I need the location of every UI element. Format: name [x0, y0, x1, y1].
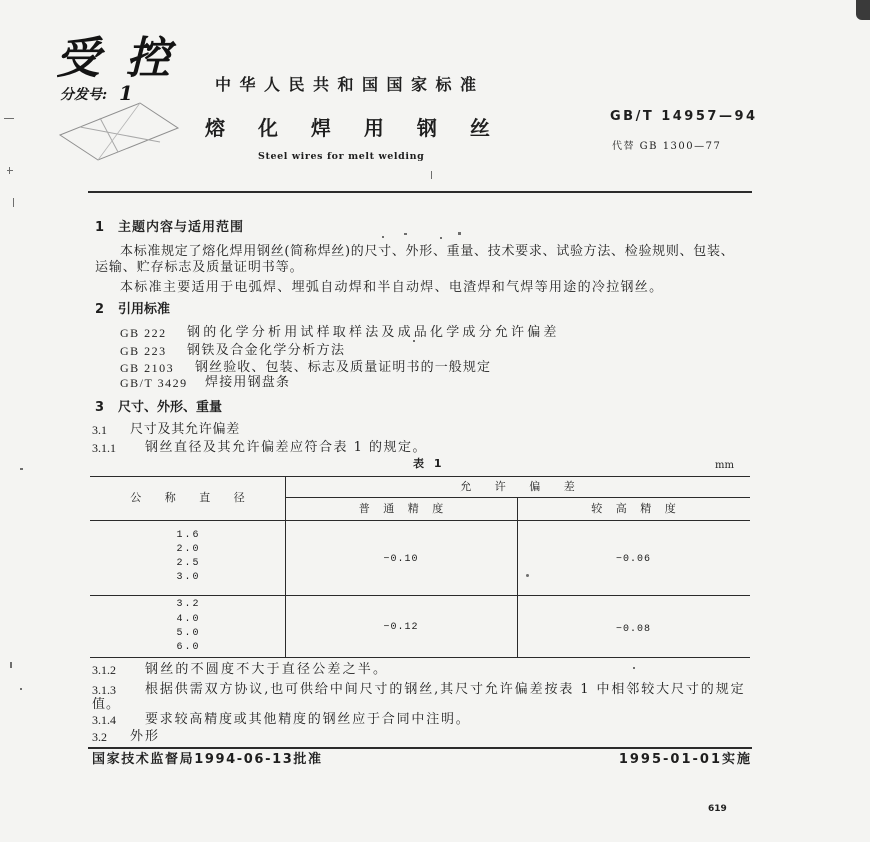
header-higher-precision: 较 高 精 度: [591, 502, 681, 515]
scan-speck: [4, 118, 14, 119]
table-cell-higher-tolerance: −0.06: [615, 554, 651, 565]
clause-number: 3.2: [92, 730, 107, 744]
replaces-standard: 代替 GB 1300—77: [612, 141, 722, 152]
clause-number: 3.1.1: [92, 441, 116, 455]
table-cell-diameter: 1.6: [176, 530, 201, 541]
table-cell-diameter: 3.0: [176, 572, 201, 583]
national-standard-heading: 中华人民共和国国家标准: [215, 75, 485, 94]
scan-speck: [458, 232, 461, 235]
section-number: 3: [95, 400, 105, 415]
paragraph-line: 本标准规定了熔化焊用钢丝(简称焊丝)的尺寸、外形、重量、技术要求、试验方法、检验规则、包装、: [120, 244, 735, 259]
header-tolerance: 允 许 偏 差: [460, 480, 585, 493]
stamp-mark-icon: [56, 100, 182, 164]
scan-speck: [20, 688, 22, 690]
table-top-border: [90, 476, 750, 477]
title-en: Steel wires for melt welding: [258, 151, 425, 162]
reference-title: 焊接用钢盘条: [205, 375, 291, 390]
table-cell-diameter: 5.0: [176, 628, 201, 639]
table-cell-diameter: 4.0: [176, 614, 201, 625]
header-rule: [88, 191, 752, 193]
scan-speck: [10, 662, 12, 668]
title-zh: 熔 化 焊 用 钢 丝: [205, 116, 503, 140]
controlled-handwriting: 受控: [56, 33, 196, 84]
scan-speck: [404, 233, 407, 235]
scan-speck: [526, 574, 529, 577]
table-caption: 表 1: [413, 457, 445, 470]
table-bottom-border: [90, 657, 750, 658]
table-cell-diameter: 2.5: [176, 558, 201, 569]
approval-note: 国家技术监督局1994-06-13批准: [92, 752, 323, 767]
table-cell-normal-tolerance: −0.12: [383, 622, 419, 633]
scan-speck: [856, 0, 870, 20]
clause-text: 根据供需双方协议,也可供给中间尺寸的钢丝,其尺寸允许偏差按表 1 中相邻较大尺寸的规定: [145, 682, 746, 697]
scan-speck: [431, 171, 432, 179]
scan-speck: [413, 340, 415, 342]
paragraph-line: 运输、贮存标志及质量证明书等。: [95, 260, 304, 275]
paragraph-line: 本标准主要适用于电弧焊、埋弧自动焊和半自动焊、电渣焊和气焊等用途的冷拉钢丝。: [120, 280, 664, 295]
section-heading: 尺寸、外形、重量: [118, 400, 223, 415]
table-cell-diameter: 3.2: [176, 599, 201, 610]
tolerance-table: [90, 476, 750, 658]
table-header-bottom-border: [90, 520, 750, 521]
table-group-divider: [90, 595, 750, 596]
reference-title: 钢铁及合金化学分析方法: [187, 343, 346, 358]
reference-code: GB 2103: [120, 361, 175, 375]
standard-code: GB/T 14957—94: [610, 109, 758, 124]
clause-number: 3.1.3: [92, 683, 116, 697]
clause-text: 尺寸及其允许偏差: [130, 422, 241, 437]
reference-code: GB 223: [120, 344, 167, 358]
header-nominal-diameter: 公 称 直 径: [130, 491, 255, 504]
footer-rule: [88, 747, 752, 749]
clause-number: 3.1.2: [92, 663, 116, 677]
page-number: 619: [708, 804, 727, 814]
section-heading: 引用标准: [118, 302, 171, 317]
table-cell-higher-tolerance: −0.08: [615, 624, 651, 635]
distribution-number: 1: [119, 81, 133, 105]
scan-speck: [633, 667, 635, 669]
scan-speck: [13, 198, 14, 207]
implementation-date: 1995-01-01实施: [618, 752, 752, 767]
reference-title: 钢的化学分析用试样取样法及成品化学成分允许偏差: [187, 325, 560, 340]
header-normal-precision: 普 通 精 度: [358, 502, 449, 515]
scan-speck: [20, 468, 23, 470]
table-cell-diameter: 6.0: [176, 642, 201, 653]
clause-text: 要求较高精度或其他精度的钢丝应于合同中注明。: [145, 712, 471, 727]
clause-text: 钢丝直径及其允许偏差应符合表 1 的规定。: [145, 440, 428, 455]
table-cell-normal-tolerance: −0.10: [383, 554, 419, 565]
section-heading: 主题内容与适用范围: [118, 220, 245, 235]
scan-speck: [9, 167, 10, 174]
scan-speck: [7, 170, 13, 171]
section-number: 2: [95, 302, 105, 317]
reference-code: GB 222: [120, 326, 167, 340]
clause-text: 外形: [130, 729, 161, 744]
scan-speck: [440, 237, 442, 239]
reference-title: 钢丝验收、包装、标志及质量证明书的一般规定: [195, 360, 492, 375]
table-unit: mm: [715, 460, 734, 471]
clause-number: 3.1: [92, 423, 107, 437]
distribution-label: 分发号:: [60, 87, 108, 103]
reference-code: GB/T 3429: [120, 376, 188, 390]
section-number: 1: [95, 220, 105, 235]
clause-text: 值。: [92, 697, 121, 712]
clause-number: 3.1.4: [92, 713, 116, 727]
scan-speck: [382, 236, 384, 238]
table-cell-diameter: 2.0: [176, 544, 201, 555]
clause-text: 钢丝的不圆度不大于直径公差之半。: [145, 662, 389, 677]
